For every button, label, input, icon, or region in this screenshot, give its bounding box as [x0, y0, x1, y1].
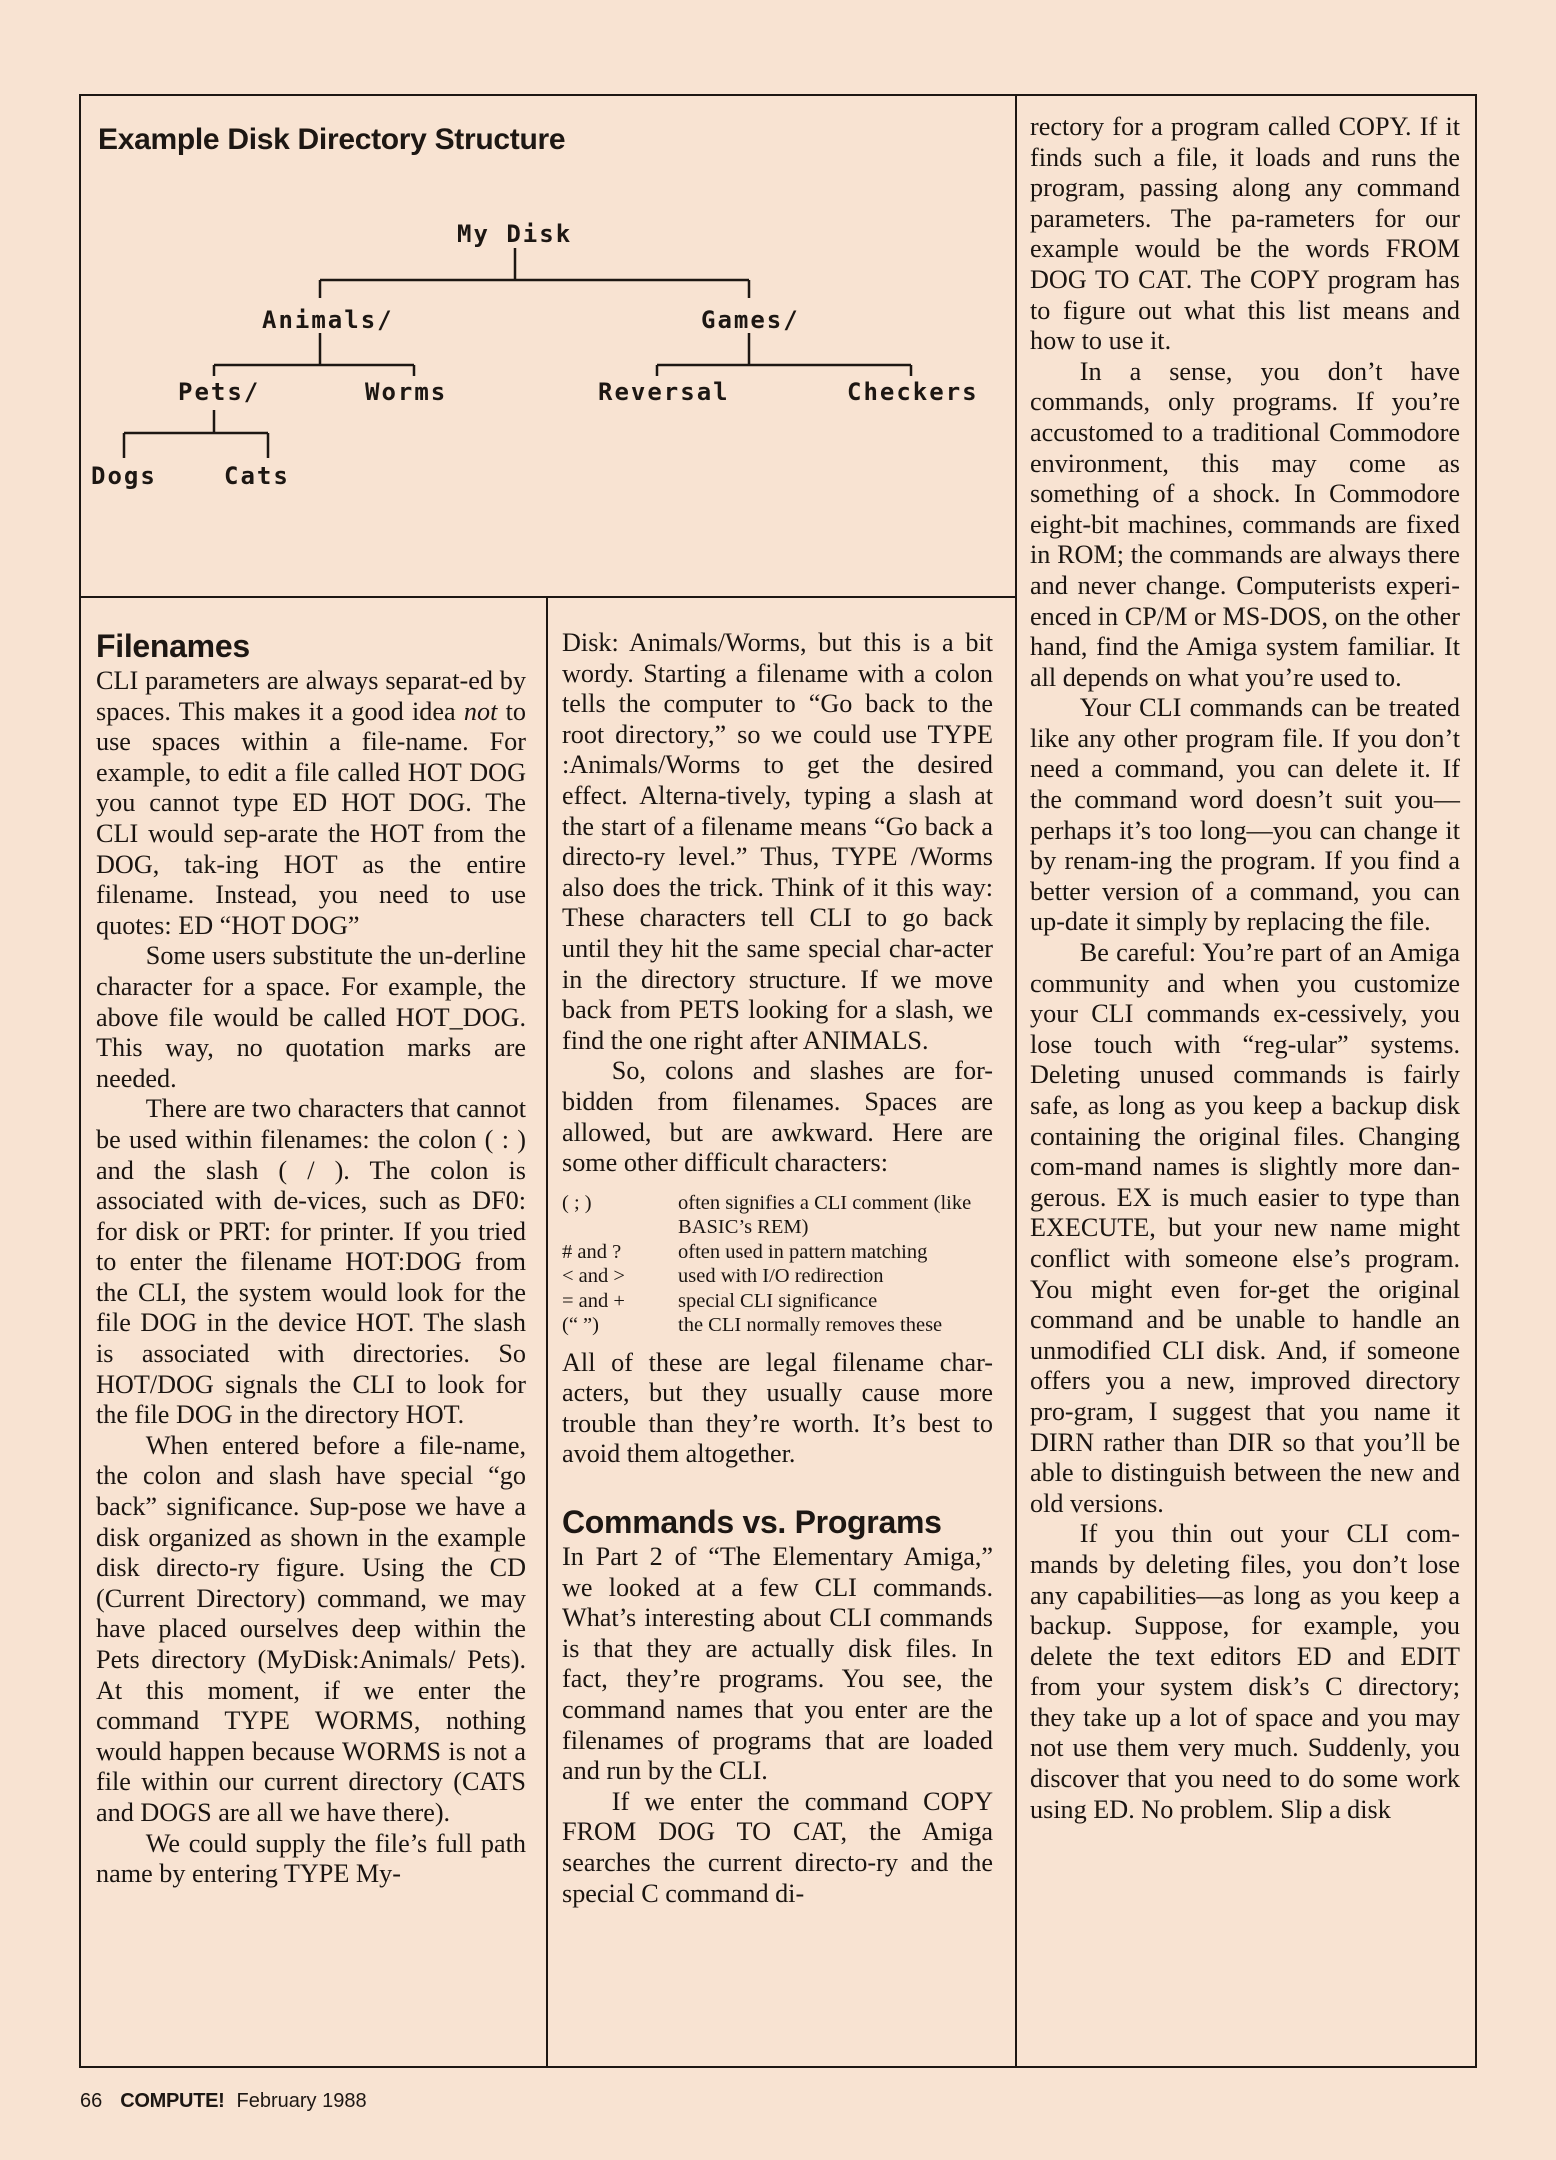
table-row [562, 1313, 993, 1338]
paragraph: We could supply the file’s full path name by entering TYPE My- [96, 1828, 526, 1889]
table-cell-description: special CLI significance [678, 1289, 878, 1312]
issue-date: February 1988 [236, 2090, 367, 2112]
special-characters-table [562, 1191, 993, 1338]
tree-node-my-disk: My Disk [457, 220, 573, 248]
paragraph: rectory for a program called COPY. If it finds such a file, it loads and runs the program, passing along any command parameters. The pa-rameters for our example would be the words FROM DOG TO CAT. The COPY program has to figure out what this list means and how to use it. [1030, 112, 1460, 356]
paragraph: Disk: Animals/Worms, but this is a bit wordy. Starting a filename with a colon tells the computer to “Go back to the root directory,” so we could use TYPE :Animals/Worms to get the desired effect. Alterna-tively, typing a slash at the start of a filename means “Go back a directo-ry level.” Thus, TYPE /Worms also does the trick. Think of it this way: These characters tell CLI to go back until they hit the same special char-acter in the directory structure. If we move back from PETS looking for a slash, we find the one right after ANIMALS. [562, 628, 993, 1055]
magazine-name: COMPUTE! [120, 2090, 225, 2112]
paragraph: If you thin out your CLI com-mands by deleting files, you don’t lose any capabilities—as long as you keep a backup. Suppose, for example, you delete the text editors ED and EDIT from your system disk’s C directory; they take up a lot of space and you may not use them very much. Suddenly, you discover that you need to do some work using ED. No problem. Slip a disk [1030, 1519, 1460, 1824]
table-row [562, 1191, 993, 1240]
table-row [562, 1289, 993, 1314]
paragraph: There are two characters that cannot be used within filenames: the colon ( : ) and the slash ( / ). The colon is associated with de-vices, such as DF0: for disk or PRT: for printer. If you tried to enter the filename HOT:DOG from the CLI, the system would look for the file DOG in the device HOT. The slash is associated with directories. So HOT/DOG signals the CLI to look for the file DOG in the directory HOT. [96, 1094, 526, 1430]
table-cell-description: the CLI normally removes these [678, 1314, 943, 1337]
article-column-1 [96, 628, 526, 1890]
column-divider-middle [546, 596, 548, 2068]
table-cell-symbol: = and + [562, 1289, 625, 1312]
table-cell-symbol: (“ ”) [562, 1314, 599, 1337]
paragraph: If we enter the command COPY FROM DOG TO CAT, the Amiga searches the current directo-ry and the special C command di- [562, 1786, 993, 1908]
page-footer [80, 2090, 367, 2113]
paragraph: So, colons and slashes are for-bidden from filenames. Spaces are allowed, but are awkward. Here are some other difficult characters: [562, 1056, 993, 1178]
tree-node-dogs: Dogs [91, 462, 157, 490]
tree-node-games: Games/ [701, 306, 800, 334]
paragraph: Be careful: You’re part of an Amiga community and when you customize your CLI commands ex-cessively, you lose touch with “reg-ular” systems. Deleting unused commands is fairly safe, as long as you keep a backup disk containing the original files. Changing com-mand names is slightly more dan-gerous. EX is much easier to type than EXECUTE, but your new name might conflict with someone else’s program. You might even for-get the original command and be unable to handle an unmodified CLI disk. And, if someone offers you a new, improved directory pro-gram, I suggest that you name it DIRN rather than DIR so that you’ll be able to distinguish between the new and old versions. [1030, 938, 1460, 1518]
paragraph: Some users substitute the un-derline character for a space. For example, the above file would be called HOT_DOG. This way, no quotation marks are needed. [96, 941, 526, 1093]
tree-node-pets: Pets/ [178, 378, 261, 406]
tree-node-checkers: Checkers [847, 378, 979, 406]
diagram-bottom-rule [79, 596, 1017, 598]
paragraph: Your CLI commands can be treated like any other program file. If you don’t need a command, you can delete it. If the command word doesn’t suit you—perhaps it’s too long—you can change it by renam-ing the program. If you find a better version of a command, you can up-date it simply by replacing the file. [1030, 693, 1460, 937]
tree-node-reversal: Reversal [598, 378, 730, 406]
page-number: 66 [80, 2090, 103, 2112]
paragraph: In Part 2 of “The Elementary Amiga,” we looked at a few CLI commands. What’s interesting about CLI commands is that they are actually disk files. In fact, they’re programs. You see, the command names that you enter are the filenames of programs that are loaded and run by the CLI. [562, 1542, 993, 1786]
tree-node-cats: Cats [224, 462, 290, 490]
table-row [562, 1240, 993, 1265]
table-cell-description: used with I/O redirection [678, 1265, 884, 1288]
section-heading-commands-vs-programs: Commands vs. Programs [562, 1504, 942, 1541]
paragraph: All of these are legal filename char-acters, but they usually cause more trouble than they’re worth. It’s best to avoid them altogether. [562, 1347, 993, 1469]
tree-node-worms: Worms [365, 378, 448, 406]
article-column-2 [562, 628, 993, 1909]
table-cell-symbol: < and > [562, 1265, 625, 1288]
section-heading-filenames: Filenames [96, 628, 250, 664]
table-cell-description: often used in pattern matching [678, 1240, 928, 1263]
diagram-title: Example Disk Directory Structure [98, 123, 566, 156]
paragraph: CLI parameters are always separat-ed by spaces. This makes it a good idea not to use spaces within a file-name. For example, to edit a file called HOT DOG you cannot type ED HOT DOG. The CLI would sep-arate the HOT from the DOG, tak-ing HOT as the entire filename. Instead, you need to use quotes: ED “HOT DOG” [96, 666, 526, 940]
paragraph: When entered before a file-name, the colon and slash have special “go back” significance. Sup-pose we have a disk organized as shown in the example disk directo-ry figure. Using the CD (Current Directory) command, we may have placed ourselves deep within the Pets directory (MyDisk:Animals/ Pets). At this moment, if we enter the command TYPE WORMS, nothing would happen because WORMS is not a file within our current directory (CATS and DOGS are all we have there). [96, 1430, 526, 1827]
table-row [562, 1264, 993, 1289]
tree-node-animals: Animals/ [262, 306, 394, 334]
paragraph: In a sense, you don’t have commands, only programs. If you’re accustomed to a traditional Commodore environment, this may come as something of a shock. In Commodore eight-bit machines, commands are fixed in ROM; the commands are always there and never change. Computerists experi-enced in CP/M or MS-DOS, on the other hand, find the Amiga system familiar. It all depends on what you’re used to. [1030, 356, 1460, 692]
article-column-3 [1030, 112, 1460, 1825]
directory-tree-diagram [79, 200, 1017, 500]
table-cell-description: often signifies a CLI comment (like BASIC’s REM) [678, 1191, 972, 1239]
table-cell-symbol: # and ? [562, 1240, 622, 1263]
table-cell-symbol: ( ; ) [562, 1191, 592, 1214]
